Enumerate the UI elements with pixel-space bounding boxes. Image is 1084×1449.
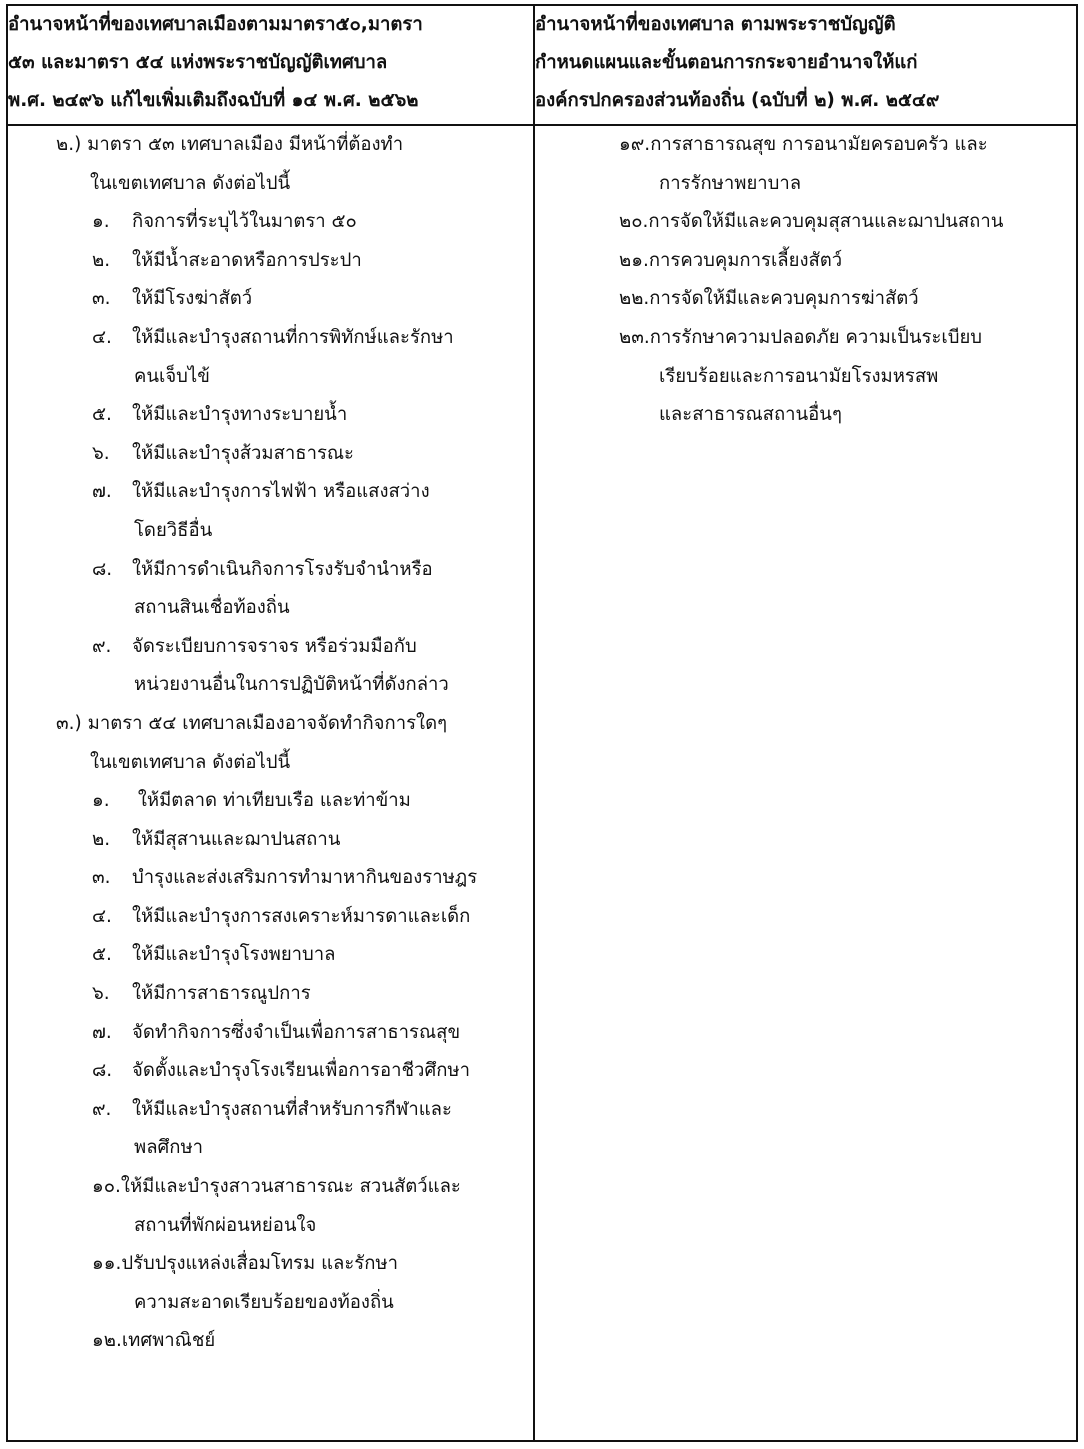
list-item [8, 936, 533, 975]
list-item [8, 1322, 533, 1361]
list-item [8, 203, 533, 242]
item-number: ๑๑. [92, 1253, 122, 1275]
item-text: ให้มีและบำรุงทางระบายน้ำ [132, 404, 348, 426]
item-number: ๖. [92, 442, 110, 464]
item-number: ๕. [92, 944, 112, 966]
item-text: บำรุงและส่งเสริมการทำมาหากินของราษฎร [132, 867, 478, 889]
section-title: ๒.) มาตรา ๕๓ เทศบาลเมือง มีหน้าที่ต้องทำ [56, 134, 404, 155]
item-text: ให้มีการดำเนินกิจการโรงรับจำนำหรือ [132, 558, 433, 580]
item-text-cont: สถานที่พักผ่อนหย่อนใจ [134, 1214, 317, 1236]
item-text: ให้มีและบำรุงส้วมสาธารณะ [132, 442, 354, 464]
list-item [8, 280, 533, 319]
item-text: จัดตั้งและบำรุงโรงเรียนเพื่อการอาชีวศึกษา [132, 1060, 470, 1082]
item-text-cont: เรียบร้อยและการอนามัยโรงมหรสพ [659, 365, 939, 387]
list-item [535, 319, 1076, 358]
item-number: ๙. [92, 635, 112, 657]
header-row [7, 5, 1077, 125]
item-text: ให้มีโรงฆ่าสัตว์ [132, 288, 253, 310]
header-right-line: องค์กรปกครองส่วนท้องถิ่น (ฉบับที่ ๒) พ.ศ. ๒๕๔๙ [535, 90, 940, 111]
item-number: ๓. [92, 867, 111, 889]
item-text: ให้มีน้ำสะอาดหรือการประปา [132, 249, 362, 271]
item-text: ให้มีและบำรุงการไฟฟ้า หรือแสงสว่าง [132, 481, 430, 503]
list-item [8, 1014, 533, 1053]
item-number: ๒. [92, 249, 111, 271]
item-text: การจัดให้มีและควบคุมการฆ่าสัตว์ [649, 288, 919, 310]
list-item [8, 782, 533, 821]
list-item [8, 473, 533, 512]
item-text-cont: พลศึกษา [134, 1137, 204, 1159]
item-text: การรักษาความปลอดภัย ความเป็นระเบียบ [649, 326, 983, 348]
item-number: ๒๐. [619, 211, 649, 233]
list-item [8, 1245, 533, 1284]
item-text: ให้มีและบำรุงโรงพยาบาล [132, 944, 336, 966]
section-title: ๓.) มาตรา ๕๔ เทศบาลเมืองอาจจัดทำกิจการใดๆ [56, 712, 448, 734]
item-text: จัดระเบียบการจราจร หรือร่วมมือกับ [132, 635, 417, 657]
list-item [535, 126, 1076, 165]
list-item [8, 242, 533, 281]
item-number: ๑๒. [92, 1330, 122, 1352]
item-number: ๑. [92, 790, 110, 812]
body-row [7, 125, 1077, 1441]
item-text: กิจการที่ระบุไว้ในมาตรา ๕๐ [132, 211, 357, 233]
item-number: ๒๒. [619, 288, 650, 310]
item-number: ๒. [92, 828, 111, 850]
item-number: ๓. [92, 288, 111, 310]
item-text: ให้มีและบำรุงสถานที่สำหรับการกีฬาและ [132, 1098, 452, 1120]
header-right-line: กำหนดแผนและขั้นตอนการกระจายอำนาจให้แก่ [535, 52, 918, 73]
item-text: ให้มีและบำรุงการสงเคราะห์มารดาและเด็ก [132, 905, 471, 927]
item-number: ๗. [92, 481, 112, 503]
item-number: ๙. [92, 1098, 112, 1120]
header-right-line: อำนาจหน้าที่ของเทศบาล ตามพระราชบัญญัติ [535, 14, 896, 35]
header-left-line: พ.ศ. ๒๔๙๖ แก้ไขเพิ่มเติมถึงฉบับที่ ๑๔ พ.ศ. ๒๕๖๒ [8, 90, 419, 111]
comparison-table [6, 4, 1078, 1442]
item-text-cont: ความสะอาดเรียบร้อยของท้องถิ่น [134, 1291, 394, 1313]
item-number: ๑๙. [619, 134, 651, 155]
item-text-cont: สถานสินเชื่อท้องถิ่น [134, 597, 290, 619]
list-item [8, 975, 533, 1014]
list-item [8, 551, 533, 590]
item-number: ๘. [92, 558, 113, 580]
item-text: การจัดให้มีและควบคุมสุสานและฌาปนสถาน [648, 211, 1004, 233]
header-left-line: อำนาจหน้าที่ของเทศบาลเมืองตามมาตรา๕๐,มาตรา [8, 14, 423, 35]
item-text-cont: คนเจ็บไข้ [134, 365, 210, 387]
item-text: จัดทำกิจการซึ่งจำเป็นเพื่อการสาธารณสุข [132, 1021, 461, 1043]
item-number: ๕. [92, 404, 112, 426]
item-text: ให้มีและบำรุงสถานที่การพิทักษ์และรักษา [132, 326, 454, 348]
list-item [8, 319, 533, 358]
item-text-cont: การรักษาพยาบาล [659, 172, 802, 194]
item-number: ๔. [92, 326, 112, 348]
item-number: ๖. [92, 983, 110, 1005]
list-item [8, 898, 533, 937]
left-column [7, 125, 534, 1441]
right-column [534, 125, 1077, 1441]
item-text: ให้มีตลาด ท่าเทียบเรือ และท่าข้าม [132, 790, 411, 812]
item-number: ๒๑. [619, 249, 649, 271]
list-item [8, 859, 533, 898]
item-text: ให้มีและบำรุงสาวนสาธารณะ สวนสัตว์และ [120, 1176, 461, 1198]
item-text: การควบคุมการเลี้ยงสัตว์ [648, 249, 843, 271]
item-text: ให้มีการสาธารณูปการ [132, 983, 311, 1005]
list-item [8, 435, 533, 474]
item-text-cont: โดยวิธีอื่น [134, 519, 213, 541]
item-text: เทศพาณิชย์ [121, 1330, 216, 1352]
header-left-line: ๕๓ และมาตรา ๕๔ แห่งพระราชบัญญัติเทศบาล [8, 52, 388, 73]
item-number: ๑๐. [92, 1176, 121, 1198]
list-item [535, 280, 1076, 319]
item-number: ๒๓. [619, 326, 650, 348]
list-item [8, 1168, 533, 1207]
header-left [7, 5, 534, 125]
list-item [8, 821, 533, 860]
item-text: การสาธารณสุข การอนามัยครอบครัว และ [650, 134, 988, 155]
section-title-cont: ในเขตเทศบาล ดังต่อไปนี้ [90, 172, 291, 194]
item-number: ๔. [92, 905, 112, 927]
list-item [8, 1052, 533, 1091]
list-item [8, 1091, 533, 1130]
list-item [8, 396, 533, 435]
item-number: ๘. [92, 1060, 113, 1082]
item-number: ๗. [92, 1021, 112, 1043]
list-item [8, 628, 533, 667]
item-text: ให้มีสุสานและฌาปนสถาน [132, 828, 341, 850]
item-number: ๑. [92, 211, 110, 233]
list-item [535, 242, 1076, 281]
item-text-cont: หน่วยงานอื่นในการปฏิบัติหน้าที่ดังกล่าว [134, 674, 449, 696]
list-item [535, 203, 1076, 242]
item-text: ปรับปรุงแหล่งเสื่อมโทรม และรักษา [121, 1253, 398, 1275]
section-title-cont: ในเขตเทศบาล ดังต่อไปนี้ [90, 751, 291, 773]
header-right [534, 5, 1077, 125]
item-text-cont: และสาธารณสถานอื่นๆ [659, 404, 842, 426]
